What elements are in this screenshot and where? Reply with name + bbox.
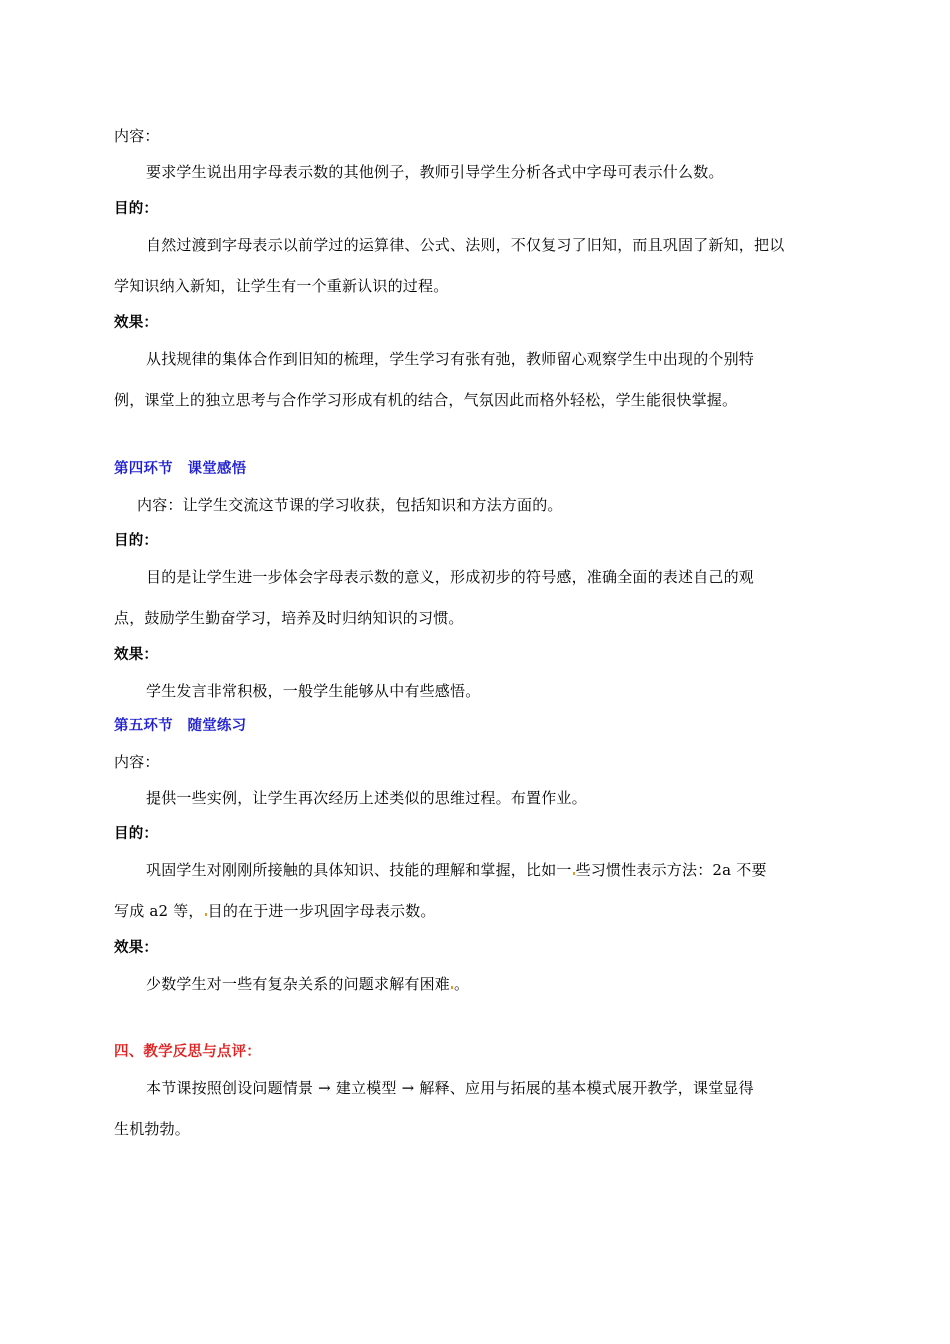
- purpose-text: 巩固学生对刚刚所接触的具体知识、技能的理解和掌握，比如一: [146, 861, 572, 879]
- purpose-label: 目的：: [114, 533, 159, 549]
- content-text: 内容：让学生交流这节课的学习收获，包括知识和方法方面的。: [137, 496, 563, 514]
- purpose-line: 学知识纳入新知，让学生有一个重新认识的过程。: [114, 277, 449, 295]
- effect-text: 。: [454, 975, 470, 993]
- purpose-text: 写成 a2 等，: [114, 902, 204, 920]
- purpose-line: 点，鼓励学生勤奋学习，培养及时归纳知识的习惯。: [114, 609, 464, 627]
- purpose-label: 目的：: [114, 201, 159, 217]
- reflection-line: 本节课按照创设问题情景 → 建立模型 → 解释、应用与拓展的基本模式展开教学，课堂显得: [146, 1079, 754, 1097]
- reflection-line: 生机勃勃。: [114, 1120, 191, 1138]
- content-label: 内容：: [114, 753, 160, 771]
- effect-label: 效果：: [114, 315, 159, 331]
- purpose-line: 目的是让学生进一步体会字母表示数的意义，形成初步的符号感，准确全面的表述自己的观: [146, 568, 755, 586]
- content-label: 内容：: [114, 127, 160, 145]
- content-text: 要求学生说出用字母表示数的其他例子，教师引导学生分析各式中字母可表示什么数。: [146, 163, 724, 181]
- effect-text: 少数学生对一些有复杂关系的问题求解有困难: [146, 975, 451, 993]
- chapter-heading: 四、教学反思与点评：: [114, 1044, 261, 1060]
- purpose-line: 自然过渡到字母表示以前学过的运算律、公式、法则，不仅复习了旧知，而且巩固了新知，把以: [146, 236, 785, 254]
- effect-label: 效果：: [114, 647, 159, 663]
- purpose-text: 目的在于进一步巩固字母表示数。: [207, 902, 436, 920]
- effect-line: 例，课堂上的独立思考与合作学习形成有机的结合，气氛因此而格外轻松，学生能很快掌握。: [114, 391, 738, 409]
- edit-mark: [205, 913, 207, 916]
- effect-text: 学生发言非常积极，一般学生能够从中有些感悟。: [146, 682, 481, 700]
- effect-line: 从找规律的集体合作到旧知的梳理，学生学习有张有弛，教师留心观察学生中出现的个别特: [146, 350, 755, 368]
- section-heading-5: 第五环节 随堂练习: [114, 718, 247, 734]
- purpose-line: [146, 860, 767, 880]
- purpose-label: 目的：: [114, 826, 159, 842]
- effect-line: [146, 974, 469, 994]
- edit-mark: [451, 986, 453, 989]
- edit-mark: [573, 872, 575, 875]
- effect-label: 效果：: [114, 940, 159, 956]
- purpose-text: 些习惯性表示方法：2a 不要: [575, 861, 767, 879]
- section-heading-4: 第四环节 课堂感悟: [114, 461, 247, 477]
- content-text: 提供一些实例，让学生再次经历上述类似的思维过程。布置作业。: [146, 789, 587, 807]
- purpose-line: [114, 901, 436, 921]
